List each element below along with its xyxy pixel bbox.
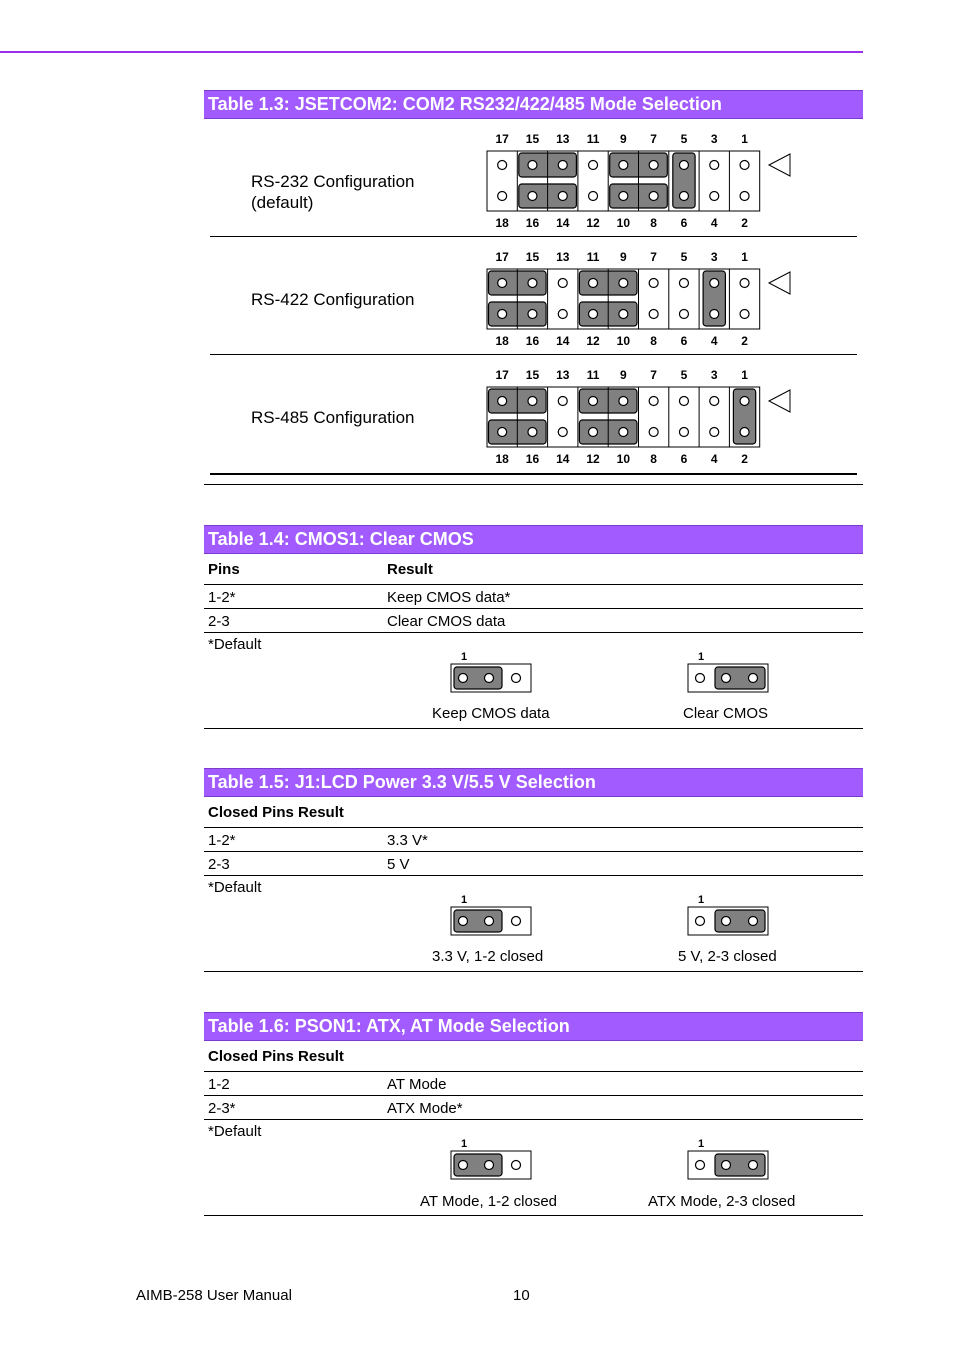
pin <box>749 1161 758 1170</box>
pin-number-top: 13 <box>556 368 570 382</box>
config-label <box>251 171 414 213</box>
pin <box>696 917 705 926</box>
pin-number-top: 15 <box>525 368 540 382</box>
pin-number-top: 3 <box>710 368 718 382</box>
pin <box>649 310 658 319</box>
pin-number-bottom: 8 <box>650 334 657 348</box>
pin <box>558 161 567 170</box>
pin-number-bottom: 14 <box>556 216 570 230</box>
pin <box>498 192 507 201</box>
table-header <box>204 554 863 585</box>
pin-number-bottom: 10 <box>616 334 631 348</box>
pin <box>558 192 567 201</box>
pin <box>722 1161 731 1170</box>
pin-number-bottom: 12 <box>586 216 600 230</box>
pin-number-bottom: 4 <box>710 452 718 466</box>
pin-number-top: 9 <box>620 250 627 264</box>
pin <box>740 428 749 437</box>
config-label <box>251 407 414 428</box>
pin-number-bottom: 8 <box>650 452 657 466</box>
pin-number-bottom: 14 <box>556 334 570 348</box>
jumper-1-2-closed <box>449 1136 539 1182</box>
pin-1-indicator-icon <box>769 272 790 294</box>
pin <box>679 397 688 406</box>
pin-number-bottom: 10 <box>616 452 631 466</box>
caption-left: 3.3 V, 1-2 closed <box>432 948 544 965</box>
default-row <box>204 876 863 972</box>
pin <box>649 397 658 406</box>
pin-number-bottom: 12 <box>586 334 600 348</box>
pin-1-label: 1 <box>698 1138 705 1150</box>
pin-number-bottom: 2 <box>741 216 748 230</box>
caption-right: Clear CMOS <box>683 705 769 722</box>
pin-number-top: 5 <box>680 250 688 264</box>
pin-number-top: 17 <box>495 132 509 146</box>
config-rs485 <box>204 355 863 475</box>
pin <box>619 192 628 201</box>
config-rs232 <box>204 119 863 237</box>
pin-number-top: 9 <box>620 368 627 382</box>
pin-number-top: 5 <box>680 132 688 146</box>
table-bottom-rule <box>204 475 863 485</box>
pin <box>710 161 719 170</box>
pin <box>649 161 658 170</box>
caption-left: Keep CMOS data <box>432 705 550 722</box>
pin-number-bottom: 16 <box>525 452 540 466</box>
jumper-2-3-closed <box>686 892 776 938</box>
pin <box>589 161 598 170</box>
table-title: Table 1.3: JSETCOM2: COM2 RS232/422/485 Mode Selection <box>204 90 863 119</box>
pin-number-bottom: 6 <box>680 334 688 348</box>
pin <box>498 279 507 288</box>
pin <box>589 397 598 406</box>
caption-right: ATX Mode, 2-3 closed <box>648 1193 796 1210</box>
pin-number-top: 17 <box>495 250 509 264</box>
pin-number-top: 3 <box>710 132 718 146</box>
jumper-1-2-closed <box>449 649 539 695</box>
pin-number-bottom: 10 <box>616 216 631 230</box>
table-row <box>204 585 863 609</box>
pin-number-bottom: 18 <box>495 216 509 230</box>
cell-pins: 2-3 <box>208 856 230 873</box>
pin <box>679 192 688 201</box>
pin <box>528 310 537 319</box>
pin-number-top: 11 <box>586 132 600 146</box>
table-row <box>204 1096 863 1120</box>
footer-manual-title: AIMB-258 User Manual <box>136 1287 292 1304</box>
pin <box>558 310 567 319</box>
header-closed-pins-result: Closed Pins Result <box>208 804 344 821</box>
pin-number-top: 17 <box>495 368 509 382</box>
cell-result: ATX Mode* <box>387 1100 463 1117</box>
pin-number-top: 7 <box>650 132 657 146</box>
pin-number-bottom: 6 <box>680 452 688 466</box>
pin-number-top: 1 <box>741 368 748 382</box>
cell-pins: 2-3 <box>208 613 230 630</box>
pin-number-bottom: 6 <box>680 216 688 230</box>
cell-result: Keep CMOS data* <box>387 589 511 606</box>
jumper-2-3-closed <box>686 1136 776 1182</box>
pin-number-top: 15 <box>525 250 540 264</box>
table-title: Table 1.5: J1:LCD Power 3.3 V/5.5 V Selection <box>204 768 863 797</box>
pin <box>740 279 749 288</box>
pin-1-indicator-icon <box>769 390 790 412</box>
jumper-1-2-closed <box>449 892 539 938</box>
pin <box>740 192 749 201</box>
cell-result: 5 V <box>387 856 410 873</box>
pin-number-top: 3 <box>710 250 718 264</box>
pin-1-label: 1 <box>698 651 705 663</box>
table-header <box>204 797 863 828</box>
table-row <box>204 828 863 852</box>
pin <box>589 192 598 201</box>
pin <box>485 1161 494 1170</box>
header-pins: Pins <box>208 561 240 578</box>
pin <box>589 428 598 437</box>
pin-number-top: 11 <box>586 250 600 264</box>
pin <box>558 397 567 406</box>
table-title: Table 1.4: CMOS1: Clear CMOS <box>204 525 863 554</box>
pin <box>619 397 628 406</box>
table-1-3 <box>204 90 863 485</box>
pin-number-top: 1 <box>741 132 748 146</box>
cell-pins: 1-2* <box>208 589 236 606</box>
default-note: *Default <box>208 1123 262 1140</box>
pin <box>696 1161 705 1170</box>
pin-number-top: 5 <box>680 368 688 382</box>
pin <box>710 397 719 406</box>
default-note: *Default <box>208 636 262 653</box>
pin <box>619 279 628 288</box>
pin-number-bottom: 18 <box>495 452 509 466</box>
pin <box>589 310 598 319</box>
pin-number-bottom: 18 <box>495 334 509 348</box>
pin <box>749 917 758 926</box>
pin <box>710 310 719 319</box>
pin-number-top: 7 <box>650 250 657 264</box>
pin <box>619 310 628 319</box>
pin-number-bottom: 16 <box>525 334 540 348</box>
caption-left: AT Mode, 1-2 closed <box>420 1193 558 1210</box>
pin-number-top: 9 <box>620 132 627 146</box>
pin <box>528 192 537 201</box>
pin <box>512 917 521 926</box>
pin-1-label: 1 <box>698 894 705 906</box>
pin-number-top: 7 <box>650 368 657 382</box>
pin <box>649 192 658 201</box>
pin <box>710 428 719 437</box>
cell-result: Clear CMOS data <box>387 613 506 630</box>
pin-number-top: 13 <box>556 250 570 264</box>
config-label-line2: (default) <box>251 193 314 212</box>
cell-pins: 1-2 <box>208 1076 230 1093</box>
pin <box>740 161 749 170</box>
pin <box>649 279 658 288</box>
pin <box>710 192 719 201</box>
pin <box>459 917 468 926</box>
pin-number-bottom: 2 <box>741 334 748 348</box>
pin <box>722 674 731 683</box>
header-result: Result <box>387 561 433 578</box>
table-1-6 <box>204 1012 863 1216</box>
table-1-5 <box>204 768 863 972</box>
pin <box>740 310 749 319</box>
pin <box>649 428 658 437</box>
pin <box>459 674 468 683</box>
table-row <box>204 852 863 876</box>
config-label-line1: RS-232 Configuration <box>251 172 415 191</box>
config-label-line1: RS-485 Configuration <box>251 408 415 427</box>
pin <box>512 674 521 683</box>
pin <box>498 428 507 437</box>
pin-number-bottom: 12 <box>586 452 600 466</box>
pin <box>679 279 688 288</box>
pin-number-bottom: 2 <box>741 452 748 466</box>
pin <box>679 161 688 170</box>
table-row <box>204 609 863 633</box>
pin-number-bottom: 4 <box>710 216 718 230</box>
pin-number-bottom: 8 <box>650 216 657 230</box>
pin <box>498 310 507 319</box>
pin <box>498 161 507 170</box>
pin <box>459 1161 468 1170</box>
table-row <box>204 1072 863 1096</box>
pin <box>722 917 731 926</box>
pin-number-top: 11 <box>586 368 600 382</box>
pin <box>696 674 705 683</box>
header-closed-pins-result: Closed Pins Result <box>208 1048 344 1065</box>
cell-pins: 1-2* <box>208 832 236 849</box>
pin-1-label: 1 <box>461 1138 468 1150</box>
pin <box>679 310 688 319</box>
pin <box>749 674 758 683</box>
pin <box>498 397 507 406</box>
pin <box>619 428 628 437</box>
config-list <box>204 119 863 475</box>
pin <box>485 917 494 926</box>
pin-number-bottom: 14 <box>556 452 570 466</box>
pin <box>528 279 537 288</box>
pin <box>485 674 494 683</box>
default-row <box>204 633 863 729</box>
pin <box>679 428 688 437</box>
pin-number-bottom: 16 <box>525 216 540 230</box>
divider <box>210 473 857 475</box>
pin <box>512 1161 521 1170</box>
pin-number-top: 1 <box>741 250 748 264</box>
config-rs422 <box>204 237 863 355</box>
pin <box>528 397 537 406</box>
pin-1-indicator-icon <box>769 154 790 176</box>
pin <box>528 428 537 437</box>
config-label-line1: RS-422 Configuration <box>251 290 415 309</box>
pin-number-top: 15 <box>525 132 540 146</box>
pin <box>740 397 749 406</box>
config-label <box>251 289 414 310</box>
cell-result: AT Mode <box>387 1076 447 1093</box>
top-rule <box>0 51 863 53</box>
pin-1-label: 1 <box>461 651 468 663</box>
table-header <box>204 1041 863 1072</box>
pin <box>558 279 567 288</box>
footer-page-number: 10 <box>513 1287 530 1304</box>
default-row <box>204 1120 863 1216</box>
pin <box>710 279 719 288</box>
pin-number-bottom: 4 <box>710 334 718 348</box>
table-1-4 <box>204 525 863 729</box>
pin <box>528 161 537 170</box>
cell-pins: 2-3* <box>208 1100 236 1117</box>
table-title: Table 1.6: PSON1: ATX, AT Mode Selection <box>204 1012 863 1041</box>
caption-right: 5 V, 2-3 closed <box>678 948 777 965</box>
default-note: *Default <box>208 879 262 896</box>
pin-1-label: 1 <box>461 894 468 906</box>
pin <box>589 279 598 288</box>
pin-number-top: 13 <box>556 132 570 146</box>
jumper-2-3-closed <box>686 649 776 695</box>
cell-result: 3.3 V* <box>387 832 428 849</box>
pin <box>619 161 628 170</box>
pin <box>558 428 567 437</box>
